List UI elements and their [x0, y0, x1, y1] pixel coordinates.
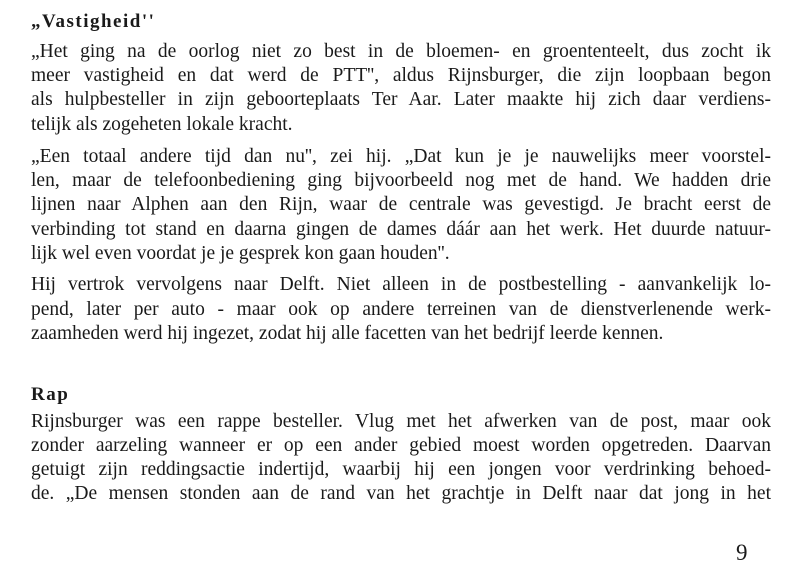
text-line: getuigt zijn reddingsactie indertijd, waarbij hij een jongen voor verdrinking behoed-: [31, 459, 771, 480]
text-line: meer vastigheid en dat werd de PTT'', aldus Rijnsburger, die zijn loopbaan begon: [31, 65, 771, 86]
text-line: Rijnsburger was een rappe besteller. Vlug met het afwerken van de post, maar ook: [31, 411, 771, 432]
section-heading-vastigheid: „Vastigheid'': [31, 11, 156, 32]
text-line: lijk wel even voordat je je gesprek kon gaan houden''.: [31, 243, 450, 264]
text-line: zaamheden werd hij ingezet, zodat hij alle facetten van het bedrijf leerde kennen.: [31, 323, 664, 344]
text-line: Hij vertrok vervolgens naar Delft. Niet alleen in de postbestelling - aanvankelijk lo-: [31, 274, 771, 295]
text-line: telijk als zogeheten lokale kracht.: [31, 114, 293, 135]
text-line: „Een totaal andere tijd dan nu'', zei hij. „Dat kun je je nauwelijks meer voorstel-: [31, 146, 771, 167]
text-line: pend, later per auto - maar ook op andere terreinen van de dienstverlenende werk-: [31, 299, 771, 320]
text-line: de. „De mensen stonden aan de rand van het grachtje in Delft naar dat jong in het: [31, 483, 771, 504]
text-line: zonder aarzeling wanneer er op een ander gebied moest worden opgetreden. Daarvan: [31, 435, 771, 456]
text-line: lijnen naar Alphen aan den Rijn, waar de centrale was gevestigd. Je bracht eerst de: [31, 194, 771, 215]
text-line: als hulpbesteller in zijn geboorteplaats Ter Aar. Later maakte hij zich daar verdiens-: [31, 89, 771, 110]
text-line: len, maar de telefoonbediening ging bijvoorbeeld nog met de hand. We hadden drie: [31, 170, 771, 191]
text-line: „Het ging na de oorlog niet zo best in de bloemen- en groententeelt, dus zocht ik: [31, 41, 771, 62]
section-heading-rap: Rap: [31, 384, 70, 405]
text-line: verbinding tot stand en daarna gingen de dames dáár aan het werk. Het duurde natuur-: [31, 219, 771, 240]
page-number: 9: [736, 540, 748, 565]
